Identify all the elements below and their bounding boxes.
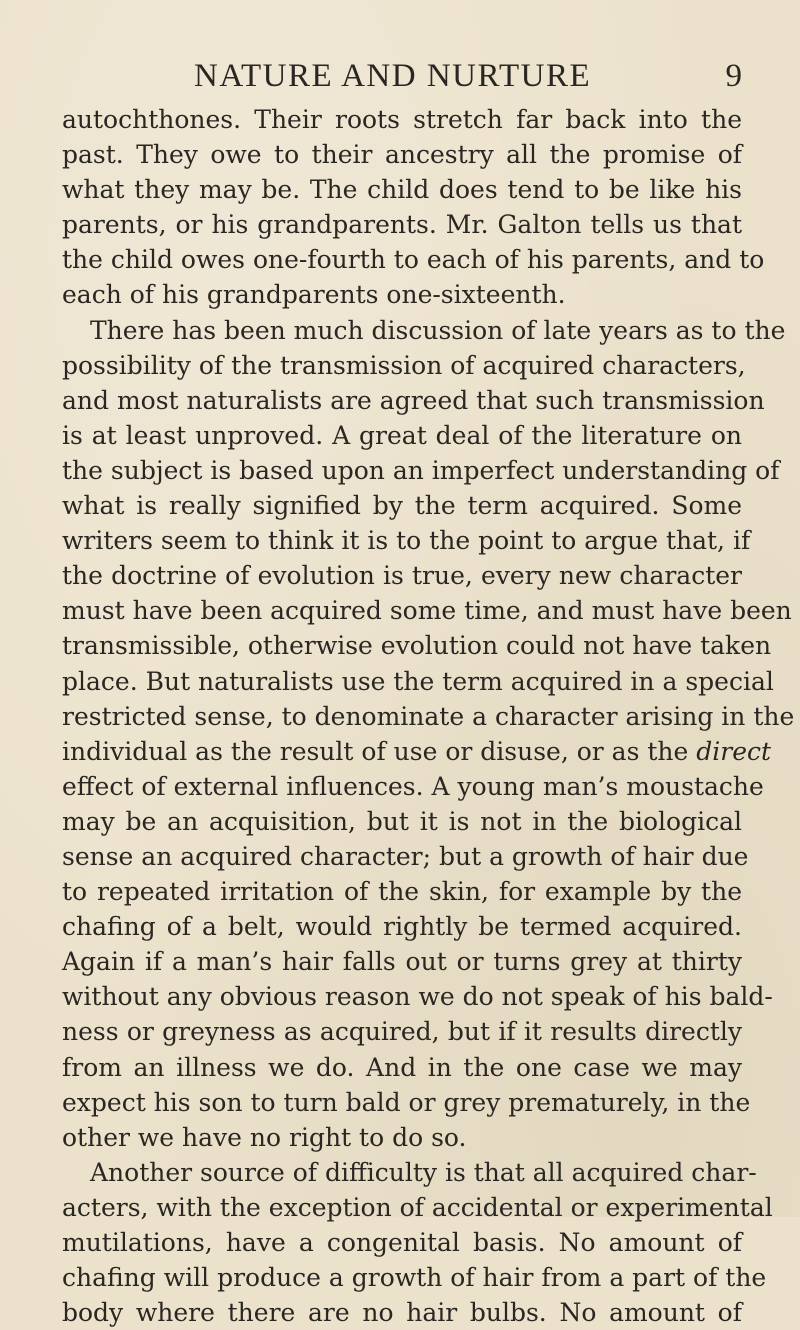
text-line: Another source of difficulty is that all acquired char- — [90, 1157, 757, 1187]
text-line: individual as the result of use or disuse, or as the direct — [62, 736, 772, 766]
text-line: what they may be. The child does tend to be like his — [62, 175, 742, 205]
text-line: may be an acquisition, but it is not in the biological — [62, 806, 742, 836]
running-head — [62, 56, 742, 96]
text-line: the subject is based upon an imperfect understanding of — [62, 455, 780, 485]
text-line: writers seem to think it is to the point to argue that, if — [62, 526, 751, 556]
text-line: effect of external influences. A young man’s moustache — [62, 771, 764, 801]
text-line: body where there are no hair bulbs. No amount of — [62, 1298, 742, 1328]
page-number: 9 — [725, 58, 742, 94]
text-line: mutilations, have a congenital basis. No amount of — [62, 1228, 742, 1257]
text-line: possibility of the transmission of acquired characters, — [62, 350, 746, 380]
body-text — [62, 102, 795, 1330]
text-line: chafing of a belt, would rightly be termed acquired. — [62, 912, 742, 942]
text-line: is at least unproved. A great deal of the literature on — [62, 420, 742, 450]
text-line: ness or greyness as acquired, but if it results directly — [62, 1017, 742, 1047]
text-line: to repeated irritation of the skin, for example by the — [62, 877, 742, 907]
text-line: past. They owe to their ancestry all the promise of — [62, 140, 742, 170]
text-line: what is really signified by the term acquired. Some — [62, 491, 742, 521]
emphasis: direct — [696, 736, 772, 766]
text-line: must have been acquired some time, and must have been — [62, 596, 792, 626]
text-line: the doctrine of evolution is true, every new character — [62, 561, 742, 591]
text-line: other we have no right to do so. — [62, 1122, 467, 1152]
text-line: restricted sense, to denominate a character arising in the — [62, 701, 795, 731]
text-line: chafing will produce a growth of hair from a part of the — [62, 1263, 767, 1293]
text-line: There has been much discussion of late years as to the — [90, 315, 786, 345]
text-line: Again if a man’s hair falls out or turns grey at thirty — [62, 947, 742, 977]
text-line: transmissible, otherwise evolution could not have taken — [62, 631, 772, 661]
text-line: expect his son to turn bald or grey prematurely, in the — [62, 1087, 751, 1117]
text-line: the child owes one-fourth to each of his parents, and to — [62, 245, 765, 275]
text-line: and most naturalists are agreed that such transmission — [62, 385, 765, 415]
text-line: autochthones. Their roots stretch far back into the — [62, 105, 742, 134]
text-line: sense an acquired character; but a growth of hair due — [62, 841, 749, 871]
text-line: without any obvious reason we do not speak of his bald- — [62, 982, 773, 1012]
text-line: place. But naturalists use the term acquired in a special — [62, 666, 774, 696]
text-line: acters, with the exception of accidental or experimental — [62, 1192, 773, 1222]
text-line: from an illness we do. And in the one case we may — [62, 1052, 742, 1082]
text-line: parents, or his grandparents. Mr. Galton tells us that — [62, 210, 742, 240]
text-line: each of his grandparents one-sixteenth. — [62, 280, 566, 310]
running-title: NATURE AND NURTURE — [194, 58, 592, 94]
